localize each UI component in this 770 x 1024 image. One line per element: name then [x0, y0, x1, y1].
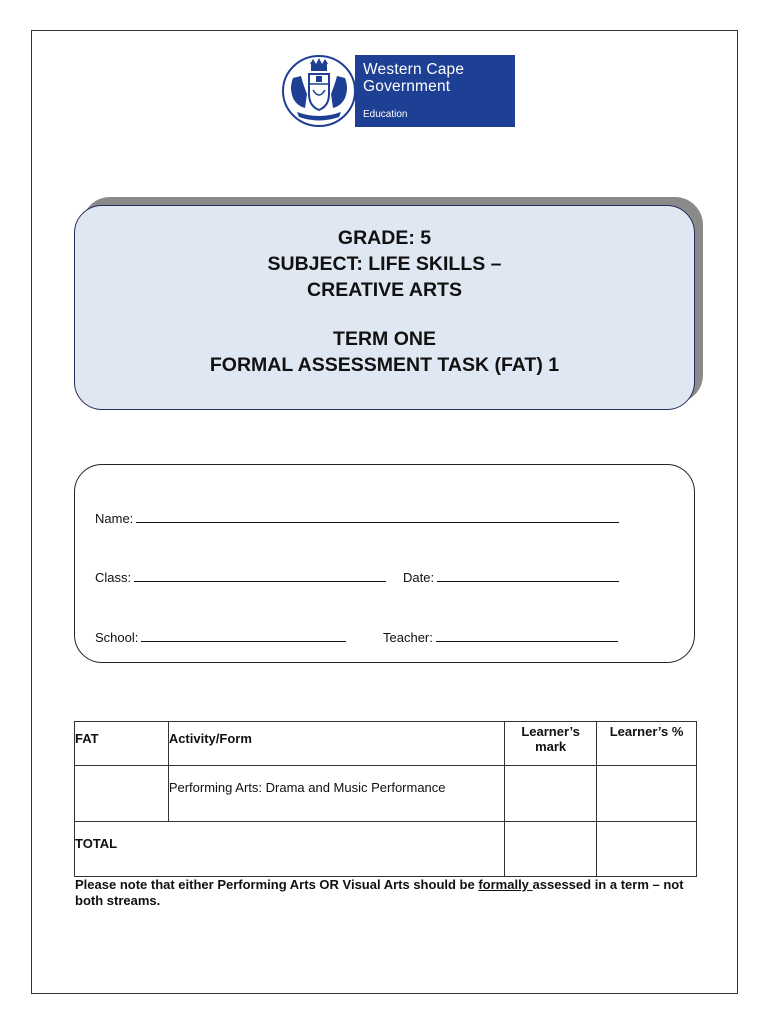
class-label: Class:: [95, 570, 132, 585]
assessment-note: [75, 877, 695, 909]
class-blank[interactable]: [134, 569, 386, 582]
wcg-logo: [281, 54, 515, 128]
total-label: TOTAL: [75, 822, 505, 877]
date-label: Date:: [403, 570, 435, 585]
learner-info-box: [74, 464, 695, 663]
row-activity-cell: Performing Arts: Drama and Music Performance: [168, 766, 504, 822]
table-header-row: [75, 722, 697, 766]
school-field[interactable]: [95, 629, 346, 645]
school-blank[interactable]: [141, 629, 346, 642]
header-learner-percent: Learner’s %: [597, 722, 697, 766]
table-row: [75, 766, 697, 822]
teacher-field[interactable]: [383, 629, 618, 645]
header-learner-mark: Learner’s mark: [505, 722, 597, 766]
logo-line-education: Education: [363, 109, 408, 120]
title-subject-cont: CREATIVE ARTS: [307, 279, 462, 301]
logo-panel: [355, 55, 515, 127]
table-total-row: [75, 822, 697, 877]
class-field[interactable]: [95, 569, 386, 585]
date-blank[interactable]: [437, 569, 619, 582]
title-grade: GRADE: 5: [337, 227, 432, 249]
logo-line-western-cape: Western Cape: [363, 61, 465, 78]
teacher-blank[interactable]: [436, 629, 618, 642]
total-percent-cell[interactable]: [597, 822, 697, 877]
name-blank[interactable]: [136, 510, 619, 523]
total-mark-cell[interactable]: [505, 822, 597, 877]
note-underlined-word: formally: [478, 877, 533, 892]
coat-of-arms-icon: [281, 54, 359, 128]
logo-line-government: Government: [363, 78, 451, 95]
teacher-label: Teacher:: [383, 630, 433, 645]
title-fat: FORMAL ASSESSMENT TASK (FAT) 1: [209, 354, 560, 376]
row-fat-cell[interactable]: [75, 766, 169, 822]
name-label: Name:: [95, 511, 134, 526]
assessment-table: [74, 721, 697, 877]
header-activity: Activity/Form: [168, 722, 504, 766]
title-box: [74, 205, 695, 410]
note-text-before: Please note that either Performing Arts OR Visual Arts should be: [75, 877, 479, 892]
header-fat: FAT: [75, 722, 169, 766]
note-text-after: assessed in a term – not both streams.: [75, 877, 684, 908]
row-percent-cell[interactable]: [597, 766, 697, 822]
date-field[interactable]: [403, 569, 619, 585]
name-field[interactable]: [95, 510, 619, 526]
row-mark-cell[interactable]: [505, 766, 597, 822]
school-label: School:: [95, 630, 139, 645]
title-term: TERM ONE: [333, 328, 436, 350]
title-subject: SUBJECT: LIFE SKILLS –: [267, 253, 502, 275]
